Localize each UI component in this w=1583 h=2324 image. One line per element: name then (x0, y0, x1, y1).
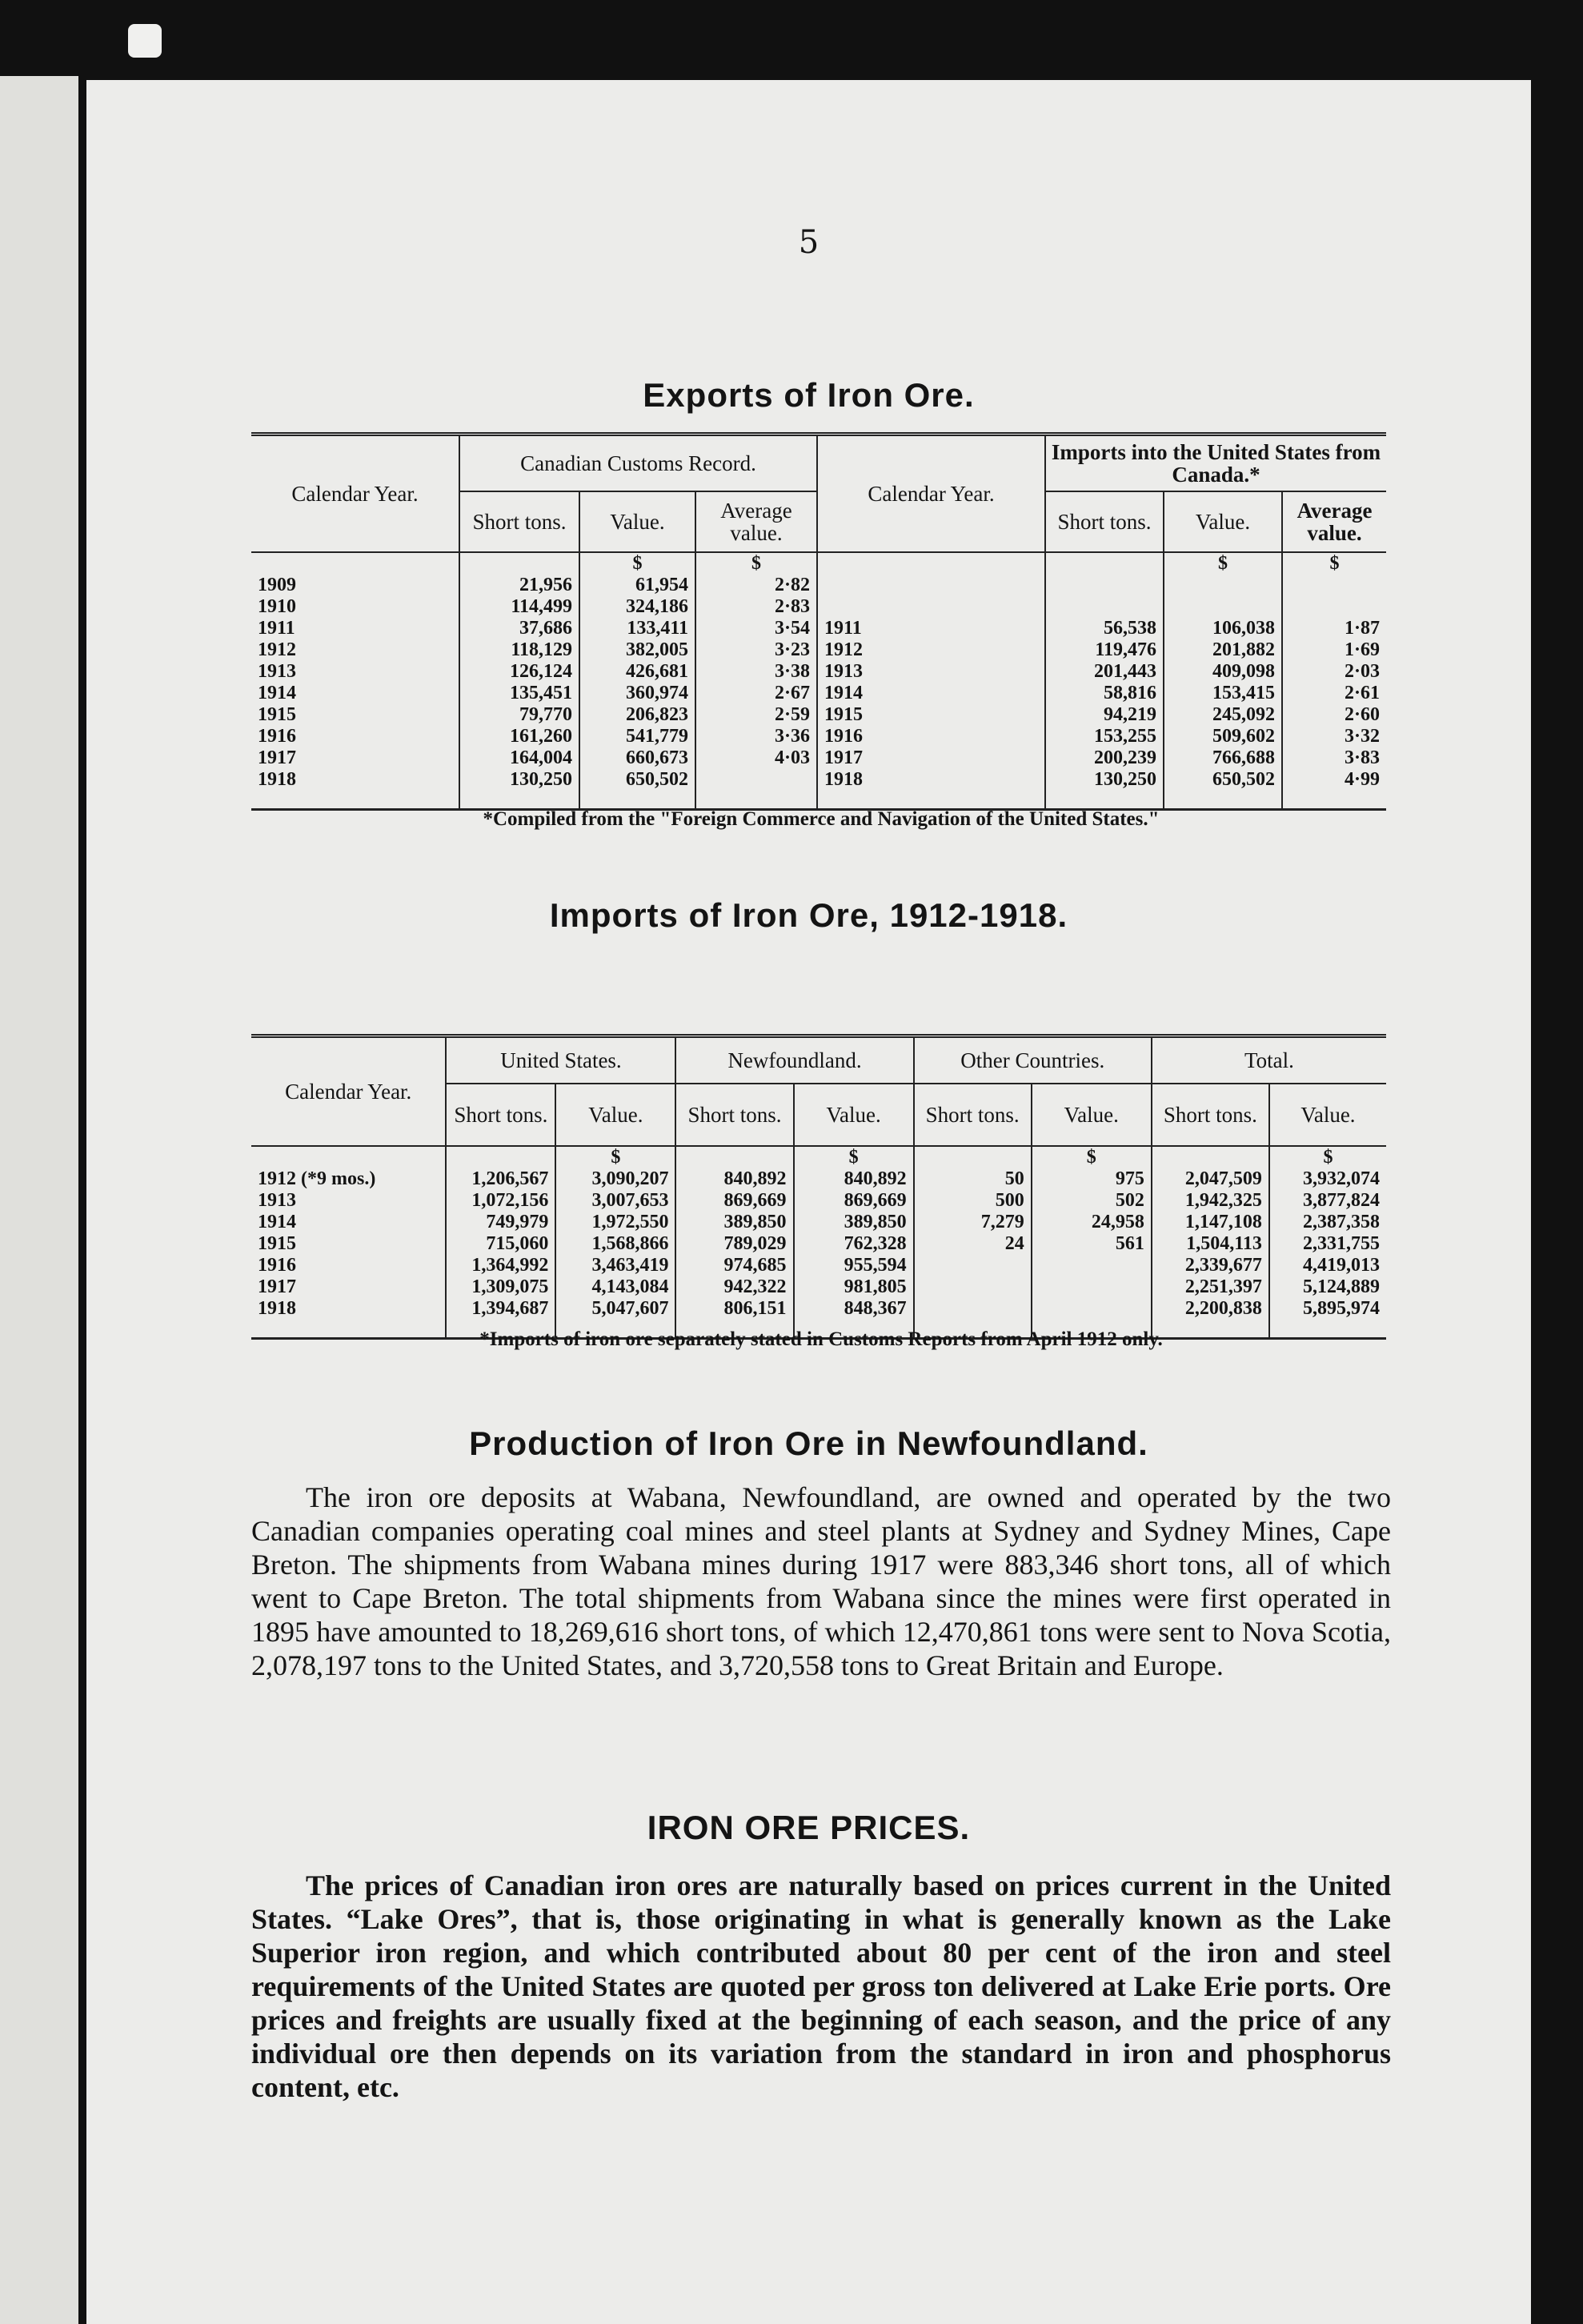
col-us-value: Value. (1164, 491, 1282, 552)
group-canadian-customs: Canadian Customs Record. (459, 435, 817, 492)
cell-us-value: 5,047,607 (555, 1298, 675, 1320)
table-row (251, 683, 1386, 704)
cell-us-short-tons: 56,538 (1045, 618, 1164, 639)
cell-us-short-tons: 1,394,687 (446, 1298, 555, 1320)
cell-nf-short-tons: 789,029 (675, 1233, 793, 1255)
exports-table (251, 432, 1386, 811)
row-us-year (817, 575, 1045, 596)
cell-nf-value: 848,367 (794, 1298, 914, 1320)
cell-us-average-value: 2·60 (1282, 704, 1386, 726)
row-us-year: 1915 (817, 704, 1045, 726)
cell-average-value: 3·36 (695, 726, 817, 747)
table-row (251, 704, 1386, 726)
col-average-value: Average value. (695, 491, 817, 552)
cell-us-average-value: 1·87 (1282, 618, 1386, 639)
cell-short-tons: 114,499 (459, 596, 579, 618)
cell-short-tons: 130,250 (459, 769, 579, 791)
row-us-year: 1918 (817, 769, 1045, 791)
cell-us-value: 1,972,550 (555, 1212, 675, 1233)
cell-short-tons: 118,129 (459, 639, 579, 661)
cell-us-average-value: 1·69 (1282, 639, 1386, 661)
col-us-short-tons: Short tons. (446, 1084, 555, 1146)
cell-short-tons: 135,451 (459, 683, 579, 704)
facing-page-edge (0, 76, 78, 2324)
cell-us-short-tons: 1,206,567 (446, 1168, 555, 1190)
cell-value: 382,005 (579, 639, 695, 661)
cell-us-average-value: 2·03 (1282, 661, 1386, 683)
dollar-sign: $ (794, 1146, 914, 1168)
cell-us-value: 153,415 (1164, 683, 1282, 704)
row-year: 1916 (258, 726, 296, 747)
cell-value: 324,186 (579, 596, 695, 618)
cell-us-short-tons: 119,476 (1045, 639, 1164, 661)
cell-us-short-tons: 200,239 (1045, 747, 1164, 769)
page-number: 5 (798, 224, 820, 261)
cell-oc-value (1032, 1255, 1152, 1276)
cell-oc-short-tons (914, 1255, 1032, 1276)
cell-total-value: 2,331,755 (1269, 1233, 1386, 1255)
cell-nf-value: 762,328 (794, 1233, 914, 1255)
row-year: 1909 (258, 575, 296, 595)
cell-value: 133,411 (579, 618, 695, 639)
cell-total-short-tons: 2,251,397 (1152, 1276, 1269, 1298)
cell-us-value (1164, 575, 1282, 596)
exports-footnote: *Compiled from the "Foreign Commerce and Navigation of the United States." (483, 808, 1160, 830)
cell-nf-short-tons: 389,850 (675, 1212, 793, 1233)
table-row (251, 661, 1386, 683)
cell-nf-value: 869,669 (794, 1190, 914, 1212)
cell-nf-value: 955,594 (794, 1255, 914, 1276)
group-us-imports: Imports into the United States from Canada.* (1045, 435, 1386, 492)
table-row (251, 769, 1386, 791)
cell-average-value: 2·67 (695, 683, 817, 704)
cell-average-value: 4·03 (695, 747, 817, 769)
row-us-year: 1917 (817, 747, 1045, 769)
row-year: 1910 (258, 596, 296, 617)
cell-oc-short-tons: 24 (914, 1233, 1032, 1255)
cell-us-value: 201,882 (1164, 639, 1282, 661)
imports-table (251, 1034, 1386, 1340)
cell-us-short-tons: 1,072,156 (446, 1190, 555, 1212)
row-year: 1916 (258, 1255, 296, 1276)
cell-us-short-tons: 1,309,075 (446, 1276, 555, 1298)
cell-value: 541,779 (579, 726, 695, 747)
cell-us-short-tons: 58,816 (1045, 683, 1164, 704)
dollar-sign: $ (1282, 552, 1386, 575)
cell-us-value: 106,038 (1164, 618, 1282, 639)
cell-us-value (1164, 596, 1282, 618)
cell-us-value: 1,568,866 (555, 1233, 675, 1255)
cell-average-value: 2·82 (695, 575, 817, 596)
cell-us-short-tons: 201,443 (1045, 661, 1164, 683)
cell-value: 206,823 (579, 704, 695, 726)
cell-nf-value: 981,805 (794, 1276, 914, 1298)
cell-oc-short-tons (914, 1298, 1032, 1320)
cell-average-value: 3·54 (695, 618, 817, 639)
col-us-average-value: Average value. (1282, 491, 1386, 552)
cell-average-value: 3·23 (695, 639, 817, 661)
cell-us-value: 509,602 (1164, 726, 1282, 747)
table-row (251, 596, 1386, 618)
cell-oc-short-tons (914, 1276, 1032, 1298)
cell-nf-value: 840,892 (794, 1168, 914, 1190)
cell-us-value: 409,098 (1164, 661, 1282, 683)
row-year: 1913 (258, 1190, 296, 1211)
row-us-year: 1914 (817, 683, 1045, 704)
cell-total-short-tons: 2,047,509 (1152, 1168, 1269, 1190)
cell-oc-value: 502 (1032, 1190, 1152, 1212)
cell-us-value: 245,092 (1164, 704, 1282, 726)
dollar-sign: $ (1164, 552, 1282, 575)
table-row (251, 1255, 1386, 1276)
dollar-sign: $ (695, 552, 817, 575)
row-year: 1918 (258, 1298, 296, 1319)
cell-oc-value (1032, 1276, 1152, 1298)
table-row (251, 618, 1386, 639)
col-value: Value. (579, 491, 695, 552)
col-calendar-year: Calendar Year. (251, 1036, 446, 1147)
row-us-year: 1911 (817, 618, 1045, 639)
document-page (86, 80, 1531, 2324)
cell-nf-value: 389,850 (794, 1212, 914, 1233)
imports-footnote: *Imports of iron ore separately stated in Customs Reports from April 1912 only. (479, 1328, 1163, 1350)
cell-oc-value (1032, 1298, 1152, 1320)
cell-value: 360,974 (579, 683, 695, 704)
table-row (251, 1212, 1386, 1233)
dollar-sign: $ (1032, 1146, 1152, 1168)
group-newfoundland: Newfoundland. (675, 1036, 913, 1084)
cell-nf-short-tons: 806,151 (675, 1298, 793, 1320)
table-row (251, 1190, 1386, 1212)
col-us-value: Value. (555, 1084, 675, 1146)
cell-total-value: 4,419,013 (1269, 1255, 1386, 1276)
row-year: 1917 (258, 1276, 296, 1297)
row-year: 1912 (258, 639, 296, 660)
cell-short-tons: 164,004 (459, 747, 579, 769)
cell-average-value: 2·83 (695, 596, 817, 618)
prices-paragraph: The prices of Canadian iron ores are naturally based on prices current in the United States. “Lake Ores”, that is, those originating in what is generally known as the Lake Superior iron region, and which contributed about 80 per cent of the iron and steel requirements of the United States are quoted per gross ton delivered at Lake Erie ports. Ore prices and freights are usually fixed at the beginning of each season, and the price of any individual ore then depends on its variation from the standard in iron and phosphorus content, etc. (251, 1869, 1391, 2103)
cell-short-tons: 21,956 (459, 575, 579, 596)
cell-total-short-tons: 1,942,325 (1152, 1190, 1269, 1212)
scan-corner-mark (128, 24, 162, 58)
col-total-value: Value. (1269, 1084, 1386, 1146)
col-oc-value: Value. (1032, 1084, 1152, 1146)
cell-us-short-tons: 1,364,992 (446, 1255, 555, 1276)
cell-oc-short-tons: 500 (914, 1190, 1032, 1212)
cell-us-average-value: 3·32 (1282, 726, 1386, 747)
cell-average-value (695, 769, 817, 791)
col-calendar-year: Calendar Year. (251, 435, 459, 553)
cell-us-value: 4,143,084 (555, 1276, 675, 1298)
col-total-short-tons: Short tons. (1152, 1084, 1269, 1146)
cell-average-value: 2·59 (695, 704, 817, 726)
row-us-year (817, 596, 1045, 618)
cell-oc-short-tons: 7,279 (914, 1212, 1032, 1233)
cell-nf-short-tons: 942,322 (675, 1276, 793, 1298)
group-total: Total. (1152, 1036, 1386, 1084)
cell-us-value: 766,688 (1164, 747, 1282, 769)
cell-value: 61,954 (579, 575, 695, 596)
cell-short-tons: 126,124 (459, 661, 579, 683)
row-us-year: 1913 (817, 661, 1045, 683)
dollar-sign: $ (579, 552, 695, 575)
table-bottom-rule (251, 791, 1386, 810)
cell-us-average-value: 4·99 (1282, 769, 1386, 791)
cell-us-short-tons: 130,250 (1045, 769, 1164, 791)
row-year: 1914 (258, 683, 296, 703)
cell-us-short-tons: 153,255 (1045, 726, 1164, 747)
cell-oc-value: 975 (1032, 1168, 1152, 1190)
col-nf-value: Value. (794, 1084, 914, 1146)
col-nf-short-tons: Short tons. (675, 1084, 793, 1146)
prices-title: IRON ORE PRICES. (647, 1809, 971, 1846)
cell-us-average-value: 2·61 (1282, 683, 1386, 704)
table-row (251, 1276, 1386, 1298)
table-row (251, 1233, 1386, 1255)
cell-us-short-tons: 749,979 (446, 1212, 555, 1233)
production-title: Production of Iron Ore in Newfoundland. (469, 1424, 1148, 1462)
cell-total-short-tons: 1,147,108 (1152, 1212, 1269, 1233)
cell-us-short-tons: 94,219 (1045, 704, 1164, 726)
row-us-year: 1916 (817, 726, 1045, 747)
col-calendar-year-us: Calendar Year. (817, 435, 1045, 553)
cell-us-value: 650,502 (1164, 769, 1282, 791)
cell-value: 660,673 (579, 747, 695, 769)
group-united-states: United States. (446, 1036, 675, 1084)
row-year: 1912 (*9 mos.) (258, 1168, 376, 1189)
row-year: 1914 (258, 1212, 296, 1232)
cell-us-value: 3,090,207 (555, 1168, 675, 1190)
cell-total-short-tons: 2,200,838 (1152, 1298, 1269, 1320)
table-row (251, 726, 1386, 747)
row-year: 1918 (258, 769, 296, 790)
row-year: 1915 (258, 704, 296, 725)
cell-total-value: 2,387,358 (1269, 1212, 1386, 1233)
cell-short-tons: 37,686 (459, 618, 579, 639)
row-year: 1913 (258, 661, 296, 682)
cell-us-short-tons (1045, 575, 1164, 596)
cell-total-value: 3,877,824 (1269, 1190, 1386, 1212)
table-row (251, 1298, 1386, 1320)
cell-total-value: 5,124,889 (1269, 1276, 1386, 1298)
row-year: 1915 (258, 1233, 296, 1254)
cell-us-average-value (1282, 596, 1386, 618)
cell-value: 650,502 (579, 769, 695, 791)
cell-oc-value: 24,958 (1032, 1212, 1152, 1233)
cell-total-short-tons: 2,339,677 (1152, 1255, 1269, 1276)
cell-total-value: 3,932,074 (1269, 1168, 1386, 1190)
table-row (251, 575, 1386, 596)
cell-total-short-tons: 1,504,113 (1152, 1233, 1269, 1255)
dollar-sign: $ (1269, 1146, 1386, 1168)
col-us-short-tons: Short tons. (1045, 491, 1164, 552)
cell-oc-short-tons: 50 (914, 1168, 1032, 1190)
cell-average-value: 3·38 (695, 661, 817, 683)
table-row (251, 639, 1386, 661)
dollar-sign: $ (555, 1146, 675, 1168)
cell-short-tons: 79,770 (459, 704, 579, 726)
cell-us-average-value: 3·83 (1282, 747, 1386, 769)
col-short-tons: Short tons. (459, 491, 579, 552)
table-row (251, 1168, 1386, 1190)
cell-total-value: 5,895,974 (1269, 1298, 1386, 1320)
cell-us-short-tons (1045, 596, 1164, 618)
exports-title: Exports of Iron Ore. (643, 376, 975, 414)
cell-nf-short-tons: 974,685 (675, 1255, 793, 1276)
table-row (251, 747, 1386, 769)
cell-oc-value: 561 (1032, 1233, 1152, 1255)
cell-us-short-tons: 715,060 (446, 1233, 555, 1255)
row-year: 1917 (258, 747, 296, 768)
cell-nf-short-tons: 840,892 (675, 1168, 793, 1190)
cell-value: 426,681 (579, 661, 695, 683)
cell-us-value: 3,007,653 (555, 1190, 675, 1212)
row-us-year: 1912 (817, 639, 1045, 661)
col-oc-short-tons: Short tons. (914, 1084, 1032, 1146)
row-year: 1911 (258, 618, 295, 639)
imports-title: Imports of Iron Ore, 1912-1918. (549, 896, 1068, 934)
cell-us-value: 3,463,419 (555, 1255, 675, 1276)
production-paragraph: The iron ore deposits at Wabana, Newfoundland, are owned and operated by the two Canadian companies operating coal mines and steel plants at Sydney and Sydney Mines, Cape Breton. The shipments from Wabana mines during 1917 were 883,346 short tons, all of which went to Cape Breton. The total shipments from Wabana since the mines were first operated in 1895 have amounted to 18,269,616 short tons, of which 12,470,861 tons were sent to Nova Scotia, 2,078,197 tons to the United States, and 3,720,558 tons to Great Britain and Europe. (251, 1481, 1391, 1681)
group-other-countries: Other Countries. (914, 1036, 1152, 1084)
cell-nf-short-tons: 869,669 (675, 1190, 793, 1212)
cell-us-average-value (1282, 575, 1386, 596)
cell-short-tons: 161,260 (459, 726, 579, 747)
